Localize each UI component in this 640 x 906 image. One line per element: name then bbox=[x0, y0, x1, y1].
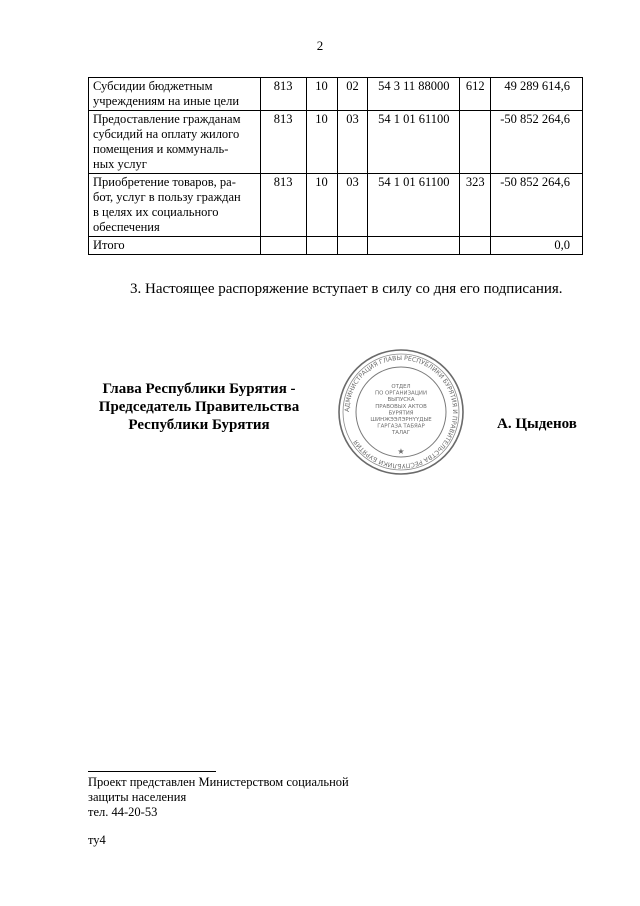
table-row bbox=[89, 174, 583, 237]
row-name-line: помещения и коммуналь- bbox=[93, 142, 229, 156]
subsection-code: 02 bbox=[337, 78, 368, 111]
effective-clause: 3. Настоящее распоряжение вступает в силу со дня его подписания. bbox=[130, 281, 563, 297]
footer-line: Проект представлен Министерством социальной bbox=[88, 775, 349, 789]
subsection-code: 03 bbox=[337, 111, 368, 174]
page-number: 2 bbox=[316, 38, 324, 53]
position-line: Председатель Правительства bbox=[98, 399, 300, 415]
target-article-code bbox=[368, 237, 460, 255]
target-article-code: 54 3 11 88000 bbox=[368, 78, 460, 111]
seal-star-icon: ★ bbox=[397, 447, 405, 456]
row-name-line: Приобретение товаров, ра- bbox=[93, 175, 236, 189]
table-row bbox=[89, 237, 583, 255]
amount: 49 289 614,6 bbox=[491, 78, 583, 111]
footer-line: тел. 44-20-53 bbox=[88, 805, 158, 819]
row-name-line: ных услуг bbox=[93, 157, 147, 171]
ministry-code: 813 bbox=[260, 111, 306, 174]
seal-inner-text bbox=[370, 384, 432, 436]
seal-inner-line: ОТДЕЛ bbox=[391, 384, 411, 390]
seal-inner-line: ПРАВОВЫХ АКТОВ bbox=[375, 403, 427, 410]
row-name-line: Субсидии бюджетным bbox=[93, 79, 213, 93]
expense-type-code: 612 bbox=[460, 78, 491, 111]
row-name-line: Итого bbox=[93, 238, 125, 252]
amount: -50 852 264,6 bbox=[491, 174, 583, 237]
subsection-code: 03 bbox=[337, 174, 368, 237]
amount: -50 852 264,6 bbox=[491, 111, 583, 174]
ministry-code bbox=[260, 237, 306, 255]
row-name bbox=[89, 111, 261, 174]
section-code: 10 bbox=[306, 78, 337, 111]
section-code bbox=[306, 237, 337, 255]
row-name-line: субсидий на оплату жилого bbox=[93, 127, 240, 141]
expense-type-code bbox=[460, 111, 491, 174]
table-row bbox=[89, 78, 583, 111]
table-row bbox=[89, 111, 583, 174]
footer-note bbox=[88, 775, 349, 820]
position-line: Республики Бурятия bbox=[128, 417, 270, 433]
expense-type-code: 323 bbox=[460, 174, 491, 237]
row-name bbox=[89, 78, 261, 111]
seal-inner-line: ШИНЖЭЭЛЭРНҮҮДЫЕ bbox=[370, 417, 432, 423]
row-name bbox=[89, 174, 261, 237]
subsection-code bbox=[337, 237, 368, 255]
seal-inner-line: ГАРГАЗА ТАБЯАР bbox=[377, 423, 425, 430]
row-name bbox=[89, 237, 261, 255]
position-line: Глава Республики Бурятия - bbox=[102, 381, 296, 397]
row-name-line: учреждениям на иные цели bbox=[93, 94, 240, 108]
target-article-code: 54 1 01 61100 bbox=[368, 111, 460, 174]
document-mark: ту4 bbox=[88, 833, 106, 847]
row-name-line: в целях их социального bbox=[93, 205, 219, 219]
budget-table bbox=[88, 77, 583, 255]
section-code: 10 bbox=[306, 174, 337, 237]
row-name-line: бот, услуг в пользу граждан bbox=[93, 190, 241, 204]
expense-type-code bbox=[460, 237, 491, 255]
row-name-line: обеспечения bbox=[93, 220, 160, 234]
seal-inner-line: ВЫПУСКА bbox=[387, 397, 415, 404]
footnote-rule bbox=[88, 771, 216, 772]
signatory-name: А. Цыденов bbox=[497, 416, 577, 432]
official-seal bbox=[337, 348, 465, 476]
seal-outer-text: АДМИНИСТРАЦИЯ ГЛАВЫ РЕСПУБЛИКИ БУРЯТИЯ И ПРАВИТЕЛЬСТВА РЕСПУБЛИКИ БУРЯТИЯ bbox=[343, 354, 459, 470]
ministry-code: 813 bbox=[260, 174, 306, 237]
seal-inner-line: БУРЯТИЯ bbox=[388, 410, 414, 417]
ministry-code: 813 bbox=[260, 78, 306, 111]
row-name-line: Предоставление гражданам bbox=[93, 112, 241, 126]
seal-inner-line: ПО ОРГАНИЗАЦИИ bbox=[375, 390, 427, 397]
seal-inner-line: ТАЛАГ bbox=[391, 430, 411, 437]
signatory-position bbox=[92, 380, 306, 434]
target-article-code: 54 1 01 61100 bbox=[368, 174, 460, 237]
amount: 0,0 bbox=[491, 237, 583, 255]
footer-line: защиты населения bbox=[88, 790, 187, 804]
section-code: 10 bbox=[306, 111, 337, 174]
